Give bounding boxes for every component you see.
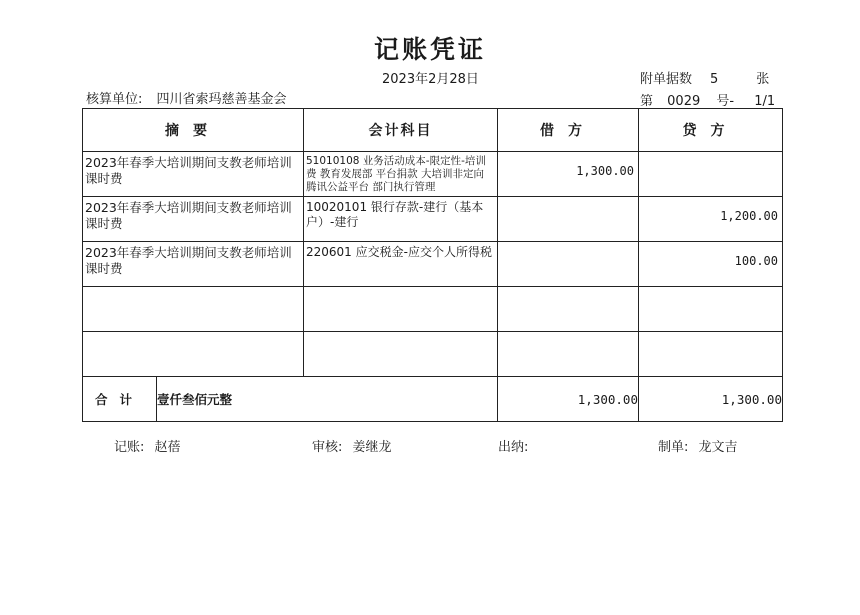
reviewer-name: 姜继龙 [352, 440, 392, 455]
row-summary: 2023年春季大培训期间支教老师培训课时费 [85, 245, 292, 276]
attachment-label: 附单据数 [640, 72, 693, 87]
total-debit: 1,300.00 [498, 377, 639, 422]
voucher-page: 1/1 [754, 94, 776, 109]
sign-preparer [658, 436, 738, 455]
sign-bookkeeper [114, 436, 181, 455]
voucher-title: 记账凭证 [373, 35, 486, 64]
table-row [83, 242, 783, 287]
table-row-empty [83, 332, 783, 377]
bookkeeper-label: 记账: [114, 440, 145, 455]
voucher-no: 0029 [667, 94, 701, 109]
header-summary: 摘要 [83, 109, 304, 152]
total-amount-words: 壹仟叁佰元整 [157, 377, 498, 422]
cashier-label: 出纳: [498, 440, 529, 455]
header-debit: 借方 [498, 109, 639, 152]
row-debit [498, 242, 638, 254]
table-row-empty [83, 287, 783, 332]
attachment-number: 5 [710, 72, 719, 87]
row-debit: 1,300.00 [576, 164, 634, 178]
bookkeeper-name: 赵蓓 [154, 440, 181, 455]
voucher-suffix: 号- [716, 94, 735, 109]
voucher-date: 2023年2月28日 [382, 72, 479, 87]
row-account: 220601 应交税金-应交个人所得税 [306, 245, 492, 259]
table-row [83, 152, 783, 197]
row-account: 51010108 业务活动成本-限定性-培训费 教育发展部 平台捐款 大培训非定向 腾讯公益平台 部门执行管理 [306, 155, 486, 193]
accounting-unit [86, 88, 287, 107]
row-summary: 2023年春季大培训期间支教老师培训课时费 [85, 200, 292, 231]
preparer-name: 龙文吉 [698, 440, 738, 455]
table-row [83, 197, 783, 242]
voucher-table [82, 108, 783, 422]
accounting-unit-label: 核算单位: [86, 92, 143, 107]
row-account: 10020101 银行存款-建行（基本户）-建行 [306, 200, 484, 229]
row-debit [498, 197, 638, 209]
attachment-count [640, 68, 769, 87]
attachment-unit: 张 [756, 72, 770, 87]
reviewer-label: 审核: [312, 440, 343, 455]
preparer-label: 制单: [658, 440, 689, 455]
row-credit: 1,200.00 [720, 209, 778, 223]
table-header [83, 109, 783, 152]
total-credit: 1,300.00 [639, 377, 783, 422]
table-total-row [83, 377, 783, 422]
row-credit [639, 152, 782, 164]
header-account: 会计科目 [304, 109, 498, 152]
header-credit: 贷方 [639, 109, 783, 152]
voucher-number [640, 90, 775, 109]
sign-reviewer [312, 436, 392, 455]
row-summary: 2023年春季大培训期间支教老师培训课时费 [85, 155, 292, 186]
total-label: 合计 [83, 377, 157, 422]
accounting-unit-name: 四川省索玛慈善基金会 [156, 92, 287, 107]
voucher-prefix: 第 [640, 94, 654, 109]
sign-cashier [498, 436, 534, 455]
row-credit: 100.00 [734, 254, 778, 268]
